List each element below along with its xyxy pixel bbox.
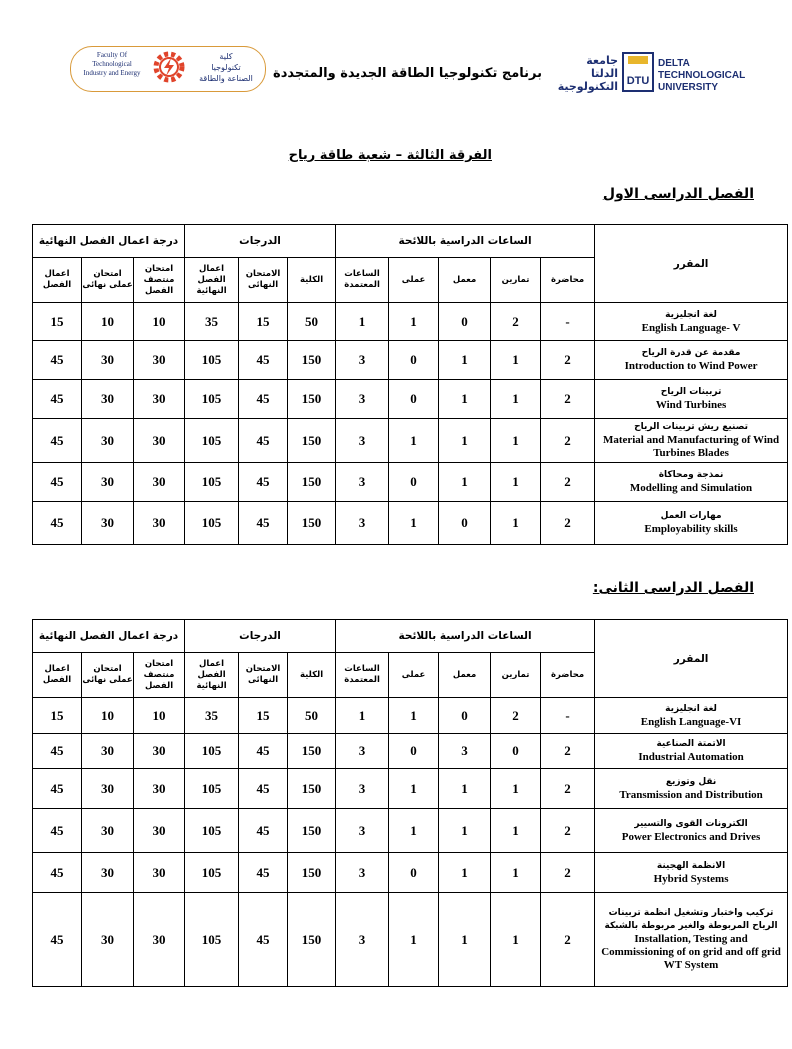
svg-text:DTU: DTU <box>626 75 650 87</box>
course-name-ar: مهارات العمل <box>660 511 722 521</box>
coursework-cell: 45 <box>33 853 82 893</box>
practical-cell: 0 <box>389 463 439 502</box>
final-exam-cell: 45 <box>239 734 288 769</box>
lecture-cell: - <box>541 303 595 341</box>
total-grade-cell: 150 <box>288 341 336 380</box>
final-exam-cell: 45 <box>239 502 288 545</box>
course-name-en: Employability skills <box>644 523 738 535</box>
course-name-ar: تربينات الرياح <box>660 387 722 397</box>
practical-exam-cell: 10 <box>82 303 134 341</box>
coursework-final-header: اعمال الفصل النهائية <box>185 653 239 698</box>
course-name-cell <box>595 419 788 463</box>
lab-cell: 1 <box>439 380 491 419</box>
coursework-cell: 45 <box>33 419 82 463</box>
faculty-logo-en-line: Technological <box>92 60 132 68</box>
credit-hours-header: الساعات المعتمدة <box>336 653 389 698</box>
lab-header: معمل <box>439 653 491 698</box>
coursework-cell: 45 <box>33 809 82 853</box>
lab-header: معمل <box>439 258 491 303</box>
lecture-cell: 2 <box>541 809 595 853</box>
course-name-cell <box>595 809 788 853</box>
course-name-en: Wind Turbines <box>655 399 727 411</box>
university-logo-en-line: UNIVERSITY <box>658 82 719 93</box>
midterm-exam-cell: 30 <box>134 502 185 545</box>
final-exam-cell: 45 <box>239 769 288 809</box>
credit-hours-cell: 3 <box>336 853 389 893</box>
coursework-final-cell: 35 <box>185 303 239 341</box>
course-name-ar: نمذجة ومحاكاة <box>658 470 724 480</box>
coursework-cell: 45 <box>33 463 82 502</box>
coursework-cell: 45 <box>33 734 82 769</box>
final-exam-header: الامتحان النهائى <box>239 258 288 303</box>
practical-exam-cell: 30 <box>82 769 134 809</box>
total-header: الكلية <box>288 653 336 698</box>
course-row <box>33 502 788 545</box>
group-header-row <box>33 620 788 653</box>
hours-group-header: الساعات الدراسية باللائحة <box>336 620 595 653</box>
lab-cell: 1 <box>439 341 491 380</box>
practical-cell: 1 <box>389 809 439 853</box>
final-practical-exam-header: امتحان عملى نهائى <box>82 258 134 303</box>
credit-hours-cell: 3 <box>336 380 389 419</box>
practical-exam-cell: 30 <box>82 893 134 987</box>
course-row <box>33 341 788 380</box>
lecture-cell: 2 <box>541 893 595 987</box>
faculty-logo-en-line: Faculty Of <box>96 51 128 59</box>
coursework-final-cell: 105 <box>185 463 239 502</box>
course-name-en: Installation, Testing and Commissioning of on grid and off grid WT System <box>601 933 781 971</box>
total-grade-cell: 150 <box>288 734 336 769</box>
midterm-exam-header: امتحان منتصف الفصل <box>134 653 185 698</box>
exercises-cell: 1 <box>491 853 541 893</box>
lecture-cell: - <box>541 698 595 734</box>
practical-cell: 1 <box>389 769 439 809</box>
credit-hours-cell: 3 <box>336 809 389 853</box>
coursework-final-header: اعمال الفصل النهائية <box>185 258 239 303</box>
exercises-cell: 1 <box>491 893 541 987</box>
practical-exam-cell: 30 <box>82 809 134 853</box>
dtu-logo-icon <box>622 52 654 92</box>
practical-exam-cell: 10 <box>82 698 134 734</box>
total-grade-cell: 150 <box>288 853 336 893</box>
practical-cell: 1 <box>389 502 439 545</box>
course-name-ar: الكترونات القوى والتسيير <box>634 818 748 829</box>
credit-hours-cell: 3 <box>336 769 389 809</box>
course-name-cell <box>595 769 788 809</box>
course-row <box>33 769 788 809</box>
semester-2-table <box>32 619 788 987</box>
midterm-exam-cell: 30 <box>134 734 185 769</box>
midterm-exam-cell: 30 <box>134 380 185 419</box>
midterm-exam-cell: 30 <box>134 419 185 463</box>
course-name-cell <box>595 303 788 341</box>
course-name-cell <box>595 698 788 734</box>
course-name-cell <box>595 380 788 419</box>
lecture-cell: 2 <box>541 734 595 769</box>
practical-header: عملى <box>389 653 439 698</box>
exercises-cell: 1 <box>491 419 541 463</box>
final-exam-cell: 45 <box>239 380 288 419</box>
course-name-ar: لغة انجليزية <box>665 309 717 320</box>
lecture-cell: 2 <box>541 341 595 380</box>
credit-hours-header: الساعات المعتمدة <box>336 258 389 303</box>
semester-2-title: الفصل الدراسى الثانى: <box>592 580 754 596</box>
practical-exam-cell: 30 <box>82 734 134 769</box>
faculty-logo-ar <box>193 51 259 84</box>
course-name-en: Industrial Automation <box>638 751 744 763</box>
midterm-exam-cell: 30 <box>134 893 185 987</box>
lecture-header: محاضرة <box>541 653 595 698</box>
course-row <box>33 419 788 463</box>
exercises-cell: 1 <box>491 341 541 380</box>
lab-cell: 0 <box>439 502 491 545</box>
course-name-en: Introduction to Wind Power <box>624 360 758 372</box>
course-column-header: المقرر <box>595 225 788 303</box>
final-exam-header: الامتحان النهائى <box>239 653 288 698</box>
semester-1-title: الفصل الدراسى الاول <box>602 186 754 202</box>
total-grade-cell: 150 <box>288 809 336 853</box>
exercises-cell: 2 <box>491 303 541 341</box>
faculty-logo <box>70 46 266 92</box>
practical-cell: 0 <box>389 853 439 893</box>
coursework-final-cell: 105 <box>185 341 239 380</box>
total-grade-cell: 150 <box>288 380 336 419</box>
practical-exam-cell: 30 <box>82 419 134 463</box>
coursework-cell: 45 <box>33 893 82 987</box>
course-name-ar: الاتمتة الصناعية <box>656 739 726 749</box>
course-name-ar: تركيب واختبار وتشغيل انظمة تربينات الرياح المربوطة والغير مربوطة بالشبكة <box>604 908 778 931</box>
course-row <box>33 463 788 502</box>
lecture-cell: 2 <box>541 419 595 463</box>
course-name-en: Power Electronics and Drives <box>621 830 761 843</box>
credit-hours-cell: 3 <box>336 734 389 769</box>
midterm-exam-cell: 30 <box>134 853 185 893</box>
document-subtitle: الفرقة الثالثة – شعبة طاقة رياح <box>288 148 492 163</box>
course-row <box>33 893 788 987</box>
midterm-exam-cell: 10 <box>134 303 185 341</box>
coursework-header: اعمال الفصل <box>33 653 82 698</box>
lab-cell: 0 <box>439 698 491 734</box>
final-exam-cell: 45 <box>239 419 288 463</box>
coursework-final-cell: 105 <box>185 893 239 987</box>
practical-cell: 1 <box>389 698 439 734</box>
lab-cell: 1 <box>439 853 491 893</box>
grades-group-header: الدرجات <box>185 620 336 653</box>
practical-cell: 0 <box>389 341 439 380</box>
credit-hours-cell: 1 <box>336 303 389 341</box>
page-header <box>0 40 792 110</box>
credit-hours-cell: 3 <box>336 341 389 380</box>
coursework-cell: 45 <box>33 341 82 380</box>
gear-lightning-icon <box>151 49 187 85</box>
final-exam-cell: 45 <box>239 341 288 380</box>
lab-cell: 1 <box>439 463 491 502</box>
final-exam-cell: 45 <box>239 853 288 893</box>
semester-1-table <box>32 224 788 545</box>
faculty-logo-ar-line: تكنولوجيا <box>211 63 241 72</box>
practical-exam-cell: 30 <box>82 380 134 419</box>
exercises-cell: 1 <box>491 769 541 809</box>
midterm-exam-cell: 30 <box>134 463 185 502</box>
course-name-ar: مقدمة عن قدرة الرياح <box>641 348 741 358</box>
exercises-cell: 1 <box>491 809 541 853</box>
faculty-logo-ar-line: الصناعة والطاقة <box>199 74 253 83</box>
coursework-final-cell: 105 <box>185 769 239 809</box>
coursework-final-cell: 105 <box>185 380 239 419</box>
university-logo-ar-line: التكنولوجية <box>557 80 618 93</box>
total-grade-cell: 150 <box>288 502 336 545</box>
course-name-cell <box>595 853 788 893</box>
group-header-row <box>33 225 788 258</box>
final-exam-cell: 45 <box>239 463 288 502</box>
coursework-final-cell: 105 <box>185 853 239 893</box>
course-row <box>33 380 788 419</box>
course-name-en: Hybrid Systems <box>653 872 729 885</box>
exercises-cell: 2 <box>491 698 541 734</box>
course-name-en: Material and Manufacturing of Wind Turbines Blades <box>602 434 780 459</box>
practical-cell: 1 <box>389 303 439 341</box>
lecture-cell: 2 <box>541 853 595 893</box>
total-grade-cell: 150 <box>288 419 336 463</box>
university-logo-ar-line: جامعة الدلتا <box>586 54 618 80</box>
course-name-cell <box>595 463 788 502</box>
practical-exam-cell: 30 <box>82 853 134 893</box>
lecture-cell: 2 <box>541 769 595 809</box>
practical-exam-cell: 30 <box>82 463 134 502</box>
course-column-header: المقرر <box>595 620 788 698</box>
coursework-group-header: درجة اعمال الفصل النهائية <box>33 225 185 258</box>
coursework-header: اعمال الفصل <box>33 258 82 303</box>
credit-hours-cell: 1 <box>336 698 389 734</box>
coursework-cell: 45 <box>33 380 82 419</box>
exercises-cell: 1 <box>491 463 541 502</box>
practical-header: عملى <box>389 258 439 303</box>
course-name-ar: لغة انجليزية <box>665 703 717 714</box>
course-name-ar: تصنيع ريش تربينات الرياح <box>634 422 748 432</box>
course-name-en: English Language-VI <box>640 715 742 728</box>
course-row <box>33 809 788 853</box>
university-logo-en <box>658 58 752 94</box>
total-grade-cell: 50 <box>288 698 336 734</box>
course-name-cell <box>595 893 788 987</box>
coursework-cell: 15 <box>33 698 82 734</box>
midterm-exam-cell: 30 <box>134 809 185 853</box>
lecture-cell: 2 <box>541 502 595 545</box>
final-exam-cell: 45 <box>239 893 288 987</box>
coursework-final-cell: 105 <box>185 734 239 769</box>
lecture-header: محاضرة <box>541 258 595 303</box>
practical-cell: 0 <box>389 380 439 419</box>
exercises-cell: 0 <box>491 734 541 769</box>
course-row <box>33 698 788 734</box>
final-exam-cell: 15 <box>239 698 288 734</box>
coursework-cell: 45 <box>33 502 82 545</box>
practical-cell: 1 <box>389 419 439 463</box>
coursework-cell: 15 <box>33 303 82 341</box>
coursework-final-cell: 105 <box>185 809 239 853</box>
lab-cell: 3 <box>439 734 491 769</box>
lab-cell: 1 <box>439 769 491 809</box>
course-name-ar: نقل وتوزيع <box>665 776 717 787</box>
course-row <box>33 734 788 769</box>
program-title: برنامج تكنولوجيا الطاقة الجديدة والمتجددة <box>273 66 542 81</box>
coursework-final-cell: 105 <box>185 502 239 545</box>
university-logo-ar <box>557 54 618 93</box>
lab-cell: 1 <box>439 419 491 463</box>
credit-hours-cell: 3 <box>336 463 389 502</box>
faculty-logo-ar-line: كلية <box>219 52 233 61</box>
faculty-logo-en-line: Industry and Energy <box>83 69 141 77</box>
practical-exam-cell: 30 <box>82 341 134 380</box>
coursework-final-cell: 105 <box>185 419 239 463</box>
practical-cell: 1 <box>389 893 439 987</box>
lecture-cell: 2 <box>541 463 595 502</box>
course-name-en: Modelling and Simulation <box>629 482 753 494</box>
credit-hours-cell: 3 <box>336 419 389 463</box>
university-logo-en-line: DELTA TECHNOLOGICAL <box>658 58 746 81</box>
coursework-cell: 45 <box>33 769 82 809</box>
lecture-cell: 2 <box>541 380 595 419</box>
final-practical-exam-header: امتحان عملى نهائى <box>82 653 134 698</box>
course-name-en: Transmission and Distribution <box>619 788 763 801</box>
course-name-cell <box>595 341 788 380</box>
course-name-ar: الانظمة الهجينة <box>656 860 726 871</box>
lab-cell: 0 <box>439 303 491 341</box>
total-grade-cell: 150 <box>288 769 336 809</box>
exercises-header: تمارين <box>491 258 541 303</box>
practical-cell: 0 <box>389 734 439 769</box>
midterm-exam-cell: 10 <box>134 698 185 734</box>
credit-hours-cell: 3 <box>336 502 389 545</box>
credit-hours-cell: 3 <box>336 893 389 987</box>
coursework-final-cell: 35 <box>185 698 239 734</box>
course-name-cell <box>595 502 788 545</box>
final-exam-cell: 45 <box>239 809 288 853</box>
course-row <box>33 303 788 341</box>
faculty-logo-en <box>77 51 147 78</box>
total-grade-cell: 50 <box>288 303 336 341</box>
exercises-cell: 1 <box>491 380 541 419</box>
midterm-exam-header: امتحان منتصف الفصل <box>134 258 185 303</box>
hours-group-header: الساعات الدراسية باللائحة <box>336 225 595 258</box>
exercises-header: تمارين <box>491 653 541 698</box>
course-row <box>33 853 788 893</box>
lab-cell: 1 <box>439 893 491 987</box>
total-grade-cell: 150 <box>288 463 336 502</box>
total-header: الكلية <box>288 258 336 303</box>
coursework-group-header: درجة اعمال الفصل النهائية <box>33 620 185 653</box>
total-grade-cell: 150 <box>288 893 336 987</box>
exercises-cell: 1 <box>491 502 541 545</box>
midterm-exam-cell: 30 <box>134 769 185 809</box>
course-name-cell <box>595 734 788 769</box>
grades-group-header: الدرجات <box>185 225 336 258</box>
practical-exam-cell: 30 <box>82 502 134 545</box>
midterm-exam-cell: 30 <box>134 341 185 380</box>
course-name-en: English Language- V <box>641 321 741 334</box>
lab-cell: 1 <box>439 809 491 853</box>
final-exam-cell: 15 <box>239 303 288 341</box>
university-logo <box>557 48 752 96</box>
